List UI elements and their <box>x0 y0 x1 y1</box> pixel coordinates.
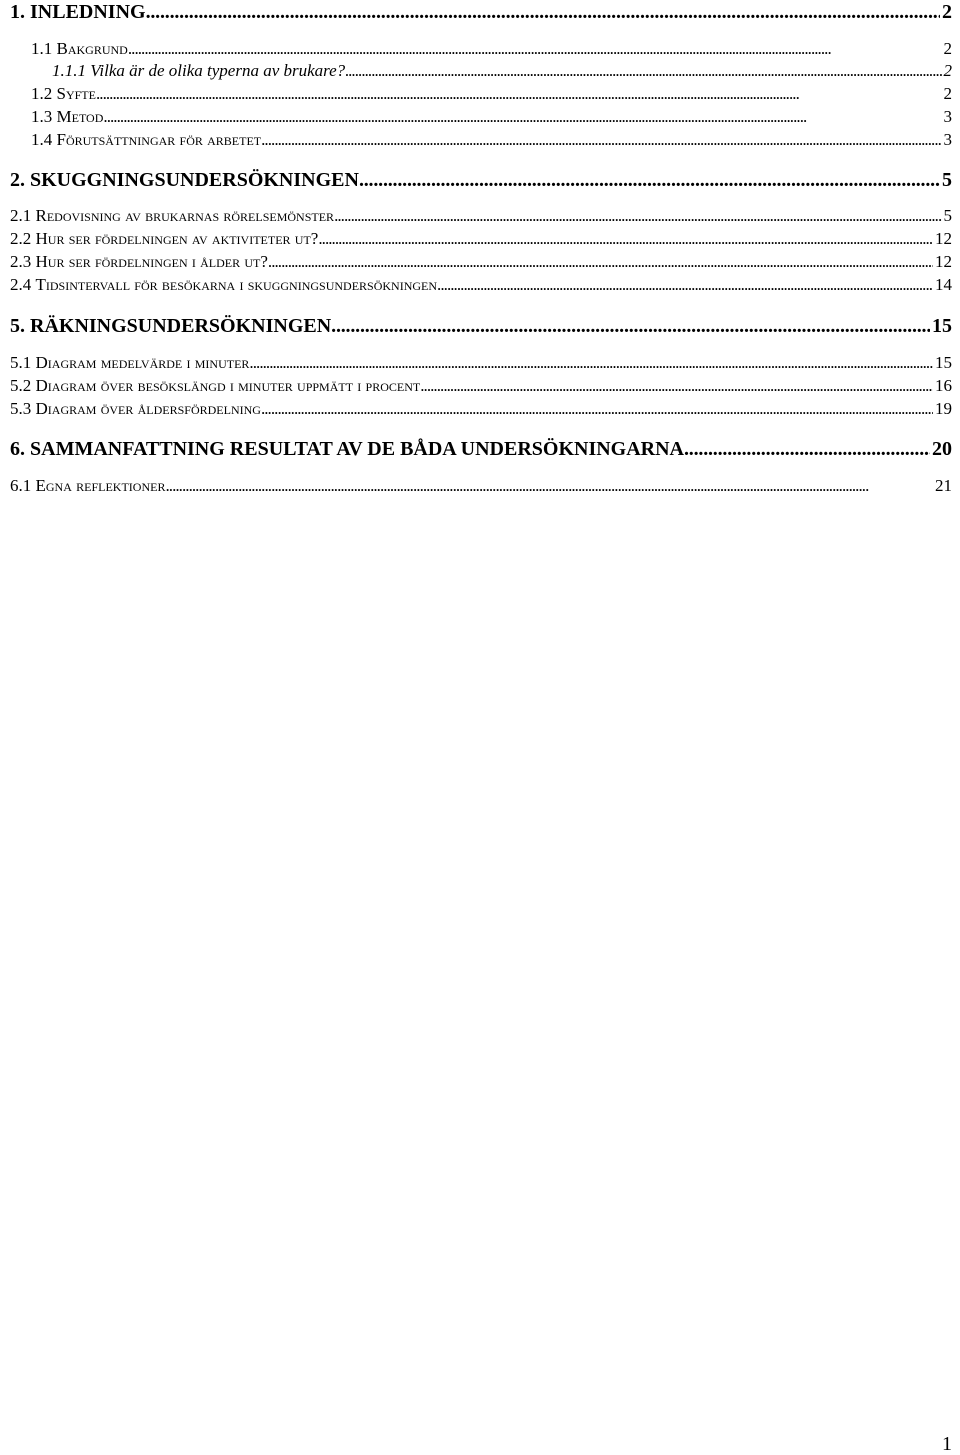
toc-entry-title: Bakgrund <box>56 39 128 58</box>
toc-entry-page: 3 <box>943 130 952 149</box>
toc-entry-number: 2.4 <box>10 275 32 294</box>
toc-leader-dots <box>268 253 933 270</box>
toc-entry-number: 2. <box>10 169 25 191</box>
toc-entry-number: 1. <box>10 1 25 23</box>
toc-entry-title: Hur ser fördelningen av aktiviteter ut? <box>35 229 319 248</box>
toc-leader-dots <box>261 400 933 417</box>
toc-entry-number: 2.2 <box>10 229 32 248</box>
toc-entry[interactable] <box>10 477 952 494</box>
toc-entry-page: 5 <box>943 206 952 225</box>
toc-entry-title: Redovisning av brukarnas rörelsemönster <box>35 206 335 225</box>
toc-leader-dots <box>359 170 940 190</box>
toc-entry[interactable] <box>31 85 952 102</box>
toc-entry-number: 6.1 <box>10 476 32 495</box>
toc-entry-page: 2 <box>943 61 952 80</box>
toc-entry-number: 5. <box>10 315 25 337</box>
toc-entry-page: 3 <box>943 107 952 126</box>
toc-leader-dots <box>331 316 930 336</box>
toc-entry[interactable] <box>52 62 952 79</box>
toc-entry-page: 12 <box>935 252 952 271</box>
toc-entry-title: SKUGGNINGSUNDERSÖKNINGEN <box>30 169 359 191</box>
toc-entry[interactable] <box>10 377 952 394</box>
toc-entry[interactable] <box>10 253 952 270</box>
toc-entry-page: 5 <box>942 169 952 191</box>
toc-entry[interactable] <box>31 108 952 125</box>
toc-leader-dots <box>96 85 942 102</box>
toc-leader-dots <box>318 230 933 247</box>
toc-entry[interactable] <box>10 2 952 22</box>
toc-entry[interactable] <box>10 276 952 293</box>
toc-entry-title: Syfte <box>56 84 96 103</box>
toc-entry-number: 5.1 <box>10 353 32 372</box>
toc-entry-number: 5.3 <box>10 399 32 418</box>
toc-entry-page: 12 <box>935 229 952 248</box>
toc-entry-title: RÄKNINGSUNDERSÖKNINGEN <box>30 315 332 337</box>
toc-leader-dots <box>420 377 933 394</box>
toc-entry[interactable] <box>10 230 952 247</box>
toc-entry-number: 1.1 <box>31 39 53 58</box>
toc-entry-number: 1.1.1 <box>52 61 86 80</box>
toc-leader-dots <box>684 439 930 459</box>
toc-entry-number: 1.4 <box>31 130 53 149</box>
toc-entry-number: 2.3 <box>10 252 32 271</box>
toc-entry-number: 1.3 <box>31 107 53 126</box>
toc-entry[interactable] <box>31 40 952 57</box>
toc-entry-page: 20 <box>932 438 952 460</box>
toc-entry-title: Diagram över besökslängd i minuter uppmätt i procent <box>35 376 421 395</box>
toc-entry-page: 14 <box>935 275 952 294</box>
toc-entry-page: 2 <box>942 1 952 23</box>
toc-leader-dots <box>146 2 940 22</box>
toc-entry-title: Diagram medelvärde i minuter <box>35 353 250 372</box>
toc-entry-page: 15 <box>932 315 952 337</box>
toc-leader-dots <box>103 108 941 125</box>
toc-entry-title: SAMMANFATTNING RESULTAT AV DE BÅDA UNDERSÖKNINGARNA <box>30 438 684 460</box>
toc-entry[interactable] <box>10 170 952 190</box>
toc-entry[interactable] <box>10 400 952 417</box>
toc-entry-title: Tidsintervall för besökarna i skuggningsundersökningen <box>35 275 438 294</box>
toc-entry-number: 2.1 <box>10 206 32 225</box>
toc-entry-title: Förutsättningar för arbetet <box>56 130 262 149</box>
toc-leader-dots <box>165 477 933 494</box>
toc-entry-page: 15 <box>935 353 952 372</box>
toc-entry[interactable] <box>31 131 952 148</box>
toc-leader-dots <box>345 62 941 79</box>
toc-entry-page: 19 <box>935 399 952 418</box>
toc-leader-dots <box>249 354 933 371</box>
toc-leader-dots <box>261 131 941 148</box>
toc-entry-title: Vilka är de olika typerna av brukare? <box>90 61 346 80</box>
toc-entry-title: Hur ser fördelningen i ålder ut? <box>35 252 268 271</box>
toc-entry[interactable] <box>10 316 952 336</box>
toc-entry-number: 6. <box>10 438 25 460</box>
toc-entry-title: Diagram över åldersfördelning <box>35 399 261 418</box>
toc-leader-dots <box>437 276 933 293</box>
toc-entry-title: Egna reflektioner <box>35 476 166 495</box>
toc-entry-page: 2 <box>943 84 952 103</box>
toc-entry-page: 16 <box>935 376 952 395</box>
toc-entry-page: 21 <box>935 476 952 495</box>
toc-entry-page: 2 <box>943 39 952 58</box>
toc-entry[interactable] <box>10 354 952 371</box>
toc-entry-number: 5.2 <box>10 376 32 395</box>
toc-entry-title: INLEDNING <box>30 1 146 23</box>
toc-leader-dots <box>334 207 941 224</box>
toc-entry-title: Metod <box>56 107 104 126</box>
toc-leader-dots <box>128 40 942 57</box>
toc-entry[interactable] <box>10 207 952 224</box>
page-number: 1 <box>942 1433 952 1455</box>
toc-entry[interactable] <box>10 439 952 459</box>
toc-entry-number: 1.2 <box>31 84 53 103</box>
